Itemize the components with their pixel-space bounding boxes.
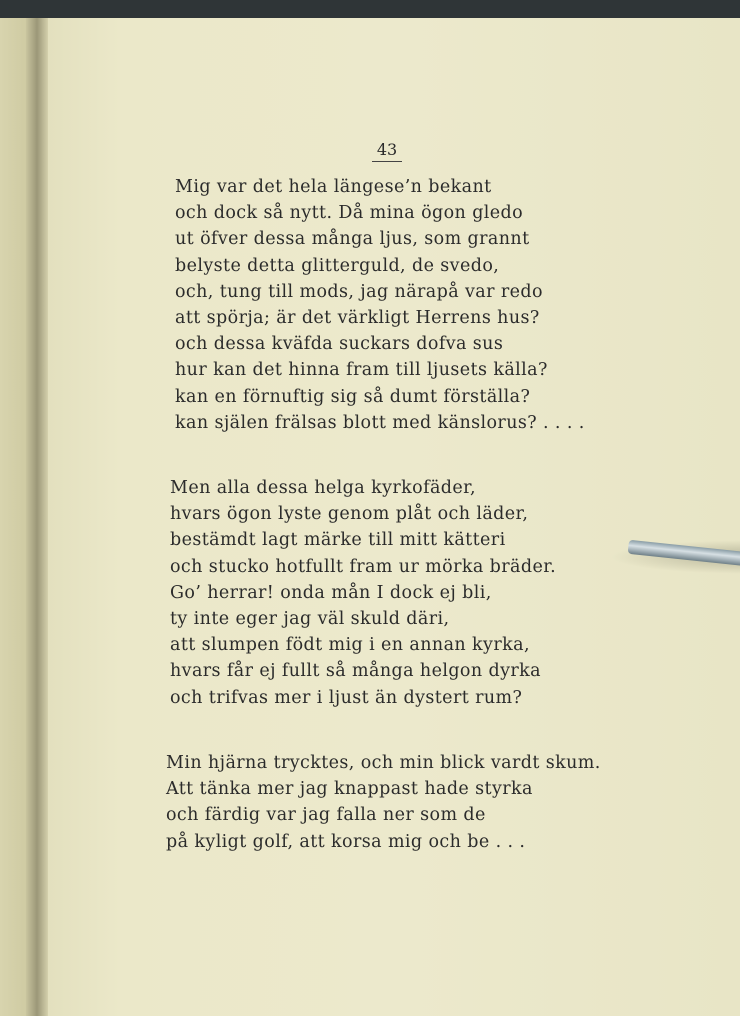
poem-line: Att tänka mer jag knappast hade styrka — [166, 779, 533, 800]
poem-line: att slumpen födt mig i en annan kyrka, — [170, 635, 530, 656]
stanza-2 — [170, 475, 556, 711]
poem-line: och trifvas mer i ljust än dystert rum? — [170, 687, 523, 708]
poem-line: belyste detta glitterguld, de svedo, — [175, 255, 500, 276]
poem-line: att spörja; är det värkligt Herrens hus? — [175, 307, 540, 328]
poem-line: och stucko hotfullt fram ur mörka bräder. — [170, 556, 557, 577]
book-gutter — [26, 18, 48, 1016]
poem-line: bestämdt lagt märke till mitt kätteri — [170, 530, 506, 551]
poem-line: ty inte eger jag väl skuld däri, — [170, 608, 450, 629]
poem-line: Min hjärna trycktes, och min blick vardt skum. — [166, 753, 601, 773]
page-number: 43 — [372, 140, 402, 162]
stanza-1 — [175, 174, 585, 436]
poem-line: och färdig var jag falla ner som de — [166, 805, 486, 826]
stanza-3 — [166, 750, 601, 855]
poem-line: och dock så nytt. Då mina ögon gledo — [175, 203, 524, 224]
poem-line: hvars ögon lyste genom plåt och läder, — [170, 504, 529, 525]
poem-line: och, tung till mods, jag närapå var redo — [175, 281, 543, 302]
poem-line: och dessa kväfda suckars dofva sus — [175, 334, 504, 355]
poem-line: hur kan det hinna fram till ljusets källa? — [175, 360, 548, 381]
poem-line: kan en förnuftig sig så dumt förställa? — [175, 386, 531, 407]
poem-line: kan själen frälsas blott med känslorus? . . . . — [175, 412, 585, 433]
poem-line: på kyligt golf, att korsa mig och be . . . — [166, 831, 526, 852]
poem-line: Mig var det hela längese’n bekant — [175, 177, 492, 197]
poem-line: ut öfver dessa många ljus, som grannt — [175, 229, 530, 250]
facing-page-edge — [0, 18, 26, 1016]
poem-line: hvars får ej fullt så många helgon dyrka — [170, 661, 541, 682]
poem-line: Men alla dessa helga kyrkofäder, — [170, 478, 476, 498]
poem-line: Go’ herrar! onda mån I dock ej bli, — [170, 582, 492, 603]
